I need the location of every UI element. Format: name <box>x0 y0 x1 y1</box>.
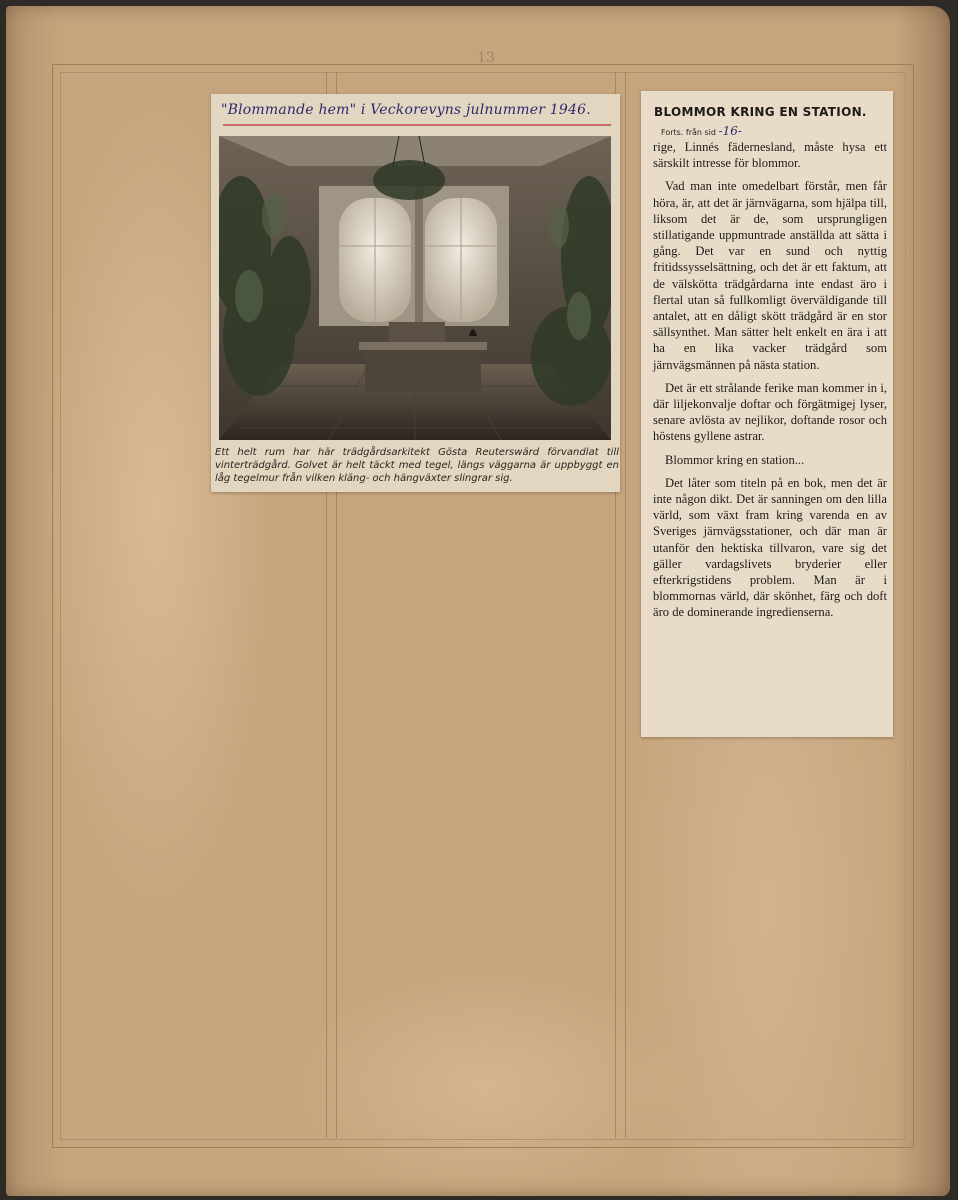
article-clipping <box>641 91 893 737</box>
winter-garden-photo <box>219 136 611 440</box>
handwritten-caption: "Blommande hem" i Veckorevyns julnummer 1946. <box>221 102 591 118</box>
continued-page-handwritten: -16- <box>718 124 742 138</box>
article-paragraph: Det låter som titeln på en bok, men det är inte någon dikt. Det är sanningen om den lilla värld, som växt fram kring varenda en av Sveriges järnvägsstationer, och där man är utanför den hektiska tillvaron, vare sig det gäller vardagslivets bryderier eller efterkrigstidens problem. Man är i blommornas värld, där skönhet, färg och doft äro de dominerande ingredienserna. <box>653 475 887 620</box>
column-divider-2b <box>625 72 626 1138</box>
page-number: 13 <box>477 50 495 66</box>
photo-caption: Ett helt rum har här trädgårdsarkitekt Gösta Reuterswärd förvandlat till vinterträdgård. Golvet är helt täckt med tegel, längs väggarna är uppbyggt en låg tegelmur från vilken kläng- och hängväxter slingrar sig. <box>215 447 619 484</box>
photo-clipping <box>211 94 620 492</box>
article-body <box>653 139 887 628</box>
continued-note <box>661 124 861 138</box>
article-paragraph: rige, Linnés fädernesland, måste hysa ett särskilt intresse för blommor. <box>653 140 887 171</box>
handwritten-underline <box>223 124 611 126</box>
article-paragraph: Blommor kring en station... <box>665 452 805 467</box>
winter-garden-photo-drawing <box>219 136 611 440</box>
continued-label: Forts. från sid <box>661 128 716 137</box>
article-paragraph: Det är ett strålande ferike man kommer in i, där liljekonvalje doftar och förgätmigej lyser, senare avlösta av nejlikor, doftande rosor och höstens gyllene astrar. <box>653 380 887 444</box>
article-paragraph: Vad man inte omedelbart förstår, men får höra, är, att det är järnvägarna, som hjälpa till, liksom det är de, som ursprungligen stillatigande uppmuntrade anställda att sätta i gång. Det var en sund och nyttig fritidssysselsättning, och det är ett faktum, att de välskötta trädgårdarna inte endast äro i flertal utan så fullkomligt överväldigande till antalet, att en dåligt skött trädgård är en stor sällsynthet. Man sätter helt enkelt en ära i att ha en lika vacker trädgård som järnvägsmännen på nästa station. <box>653 179 887 372</box>
article-headline: BLOMMOR KRING EN STATION. <box>654 105 867 119</box>
